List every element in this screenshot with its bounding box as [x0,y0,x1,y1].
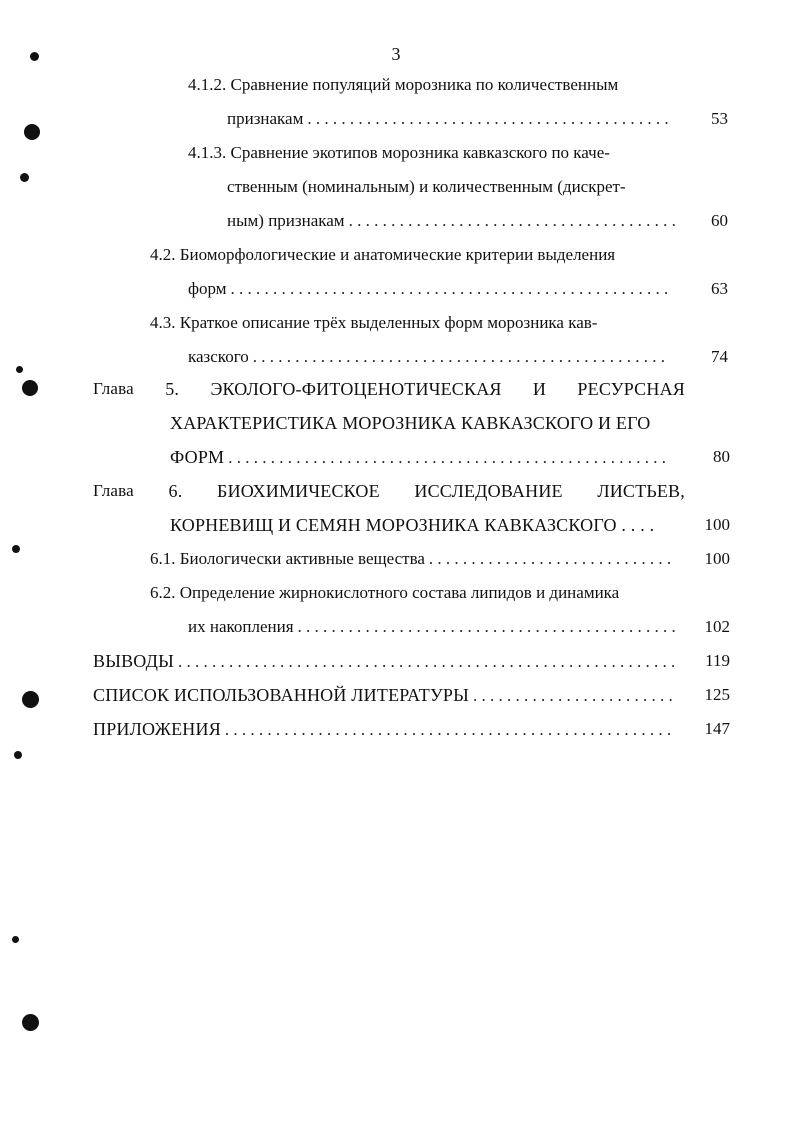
punch-hole-mark [16,366,23,373]
toc-entry-6-2-line1: 6.2. Определение жирнокислотного состава липидов и динамика [150,583,620,602]
toc-entry-text: 6.1. Биологически активные вещества [150,549,425,568]
toc-chapter-5-line2: ХАРАКТЕРИСТИКА МОРОЗНИКА КАВКАЗСКОГО И ЕГО [170,413,651,433]
toc-page-number: 119 [705,651,730,670]
chapter-title-word: БИОХИМИЧЕСКОЕ [217,481,380,501]
chapter-title-word: РЕСУРСНАЯ [577,379,685,399]
dot-leader [429,548,676,570]
chapter-label: Глава [93,379,134,398]
toc-entry-text: ФОРМ [170,447,225,467]
toc-chapter-5-line1 [93,378,685,400]
chapter-label: Глава [93,481,134,500]
punch-hole-mark [20,173,29,182]
punch-hole-mark [22,380,38,396]
toc-chapter-6-line2: КОРНЕВИЩ И СЕМЯН МОРОЗНИКА КАВКАЗСКОГО . . . . [170,515,655,535]
dot-leader [307,108,670,130]
toc-entry-text: ПРИЛОЖЕНИЯ [93,719,221,739]
toc-entry-text: СПИСОК ИСПОЛЬЗОВАННОЙ ЛИТЕРАТУРЫ [93,685,470,705]
chapter-title-word: ЭКОЛОГО-ФИТОЦЕНОТИЧЕСКАЯ [210,379,502,399]
toc-page-number: 100 [704,515,730,534]
dot-leader [228,447,670,469]
toc-entry-text: ным) признакам [227,211,345,230]
toc-chapter-5-line3 [170,446,674,469]
toc-entry-4-3-line1: 4.3. Краткое описание трёх выделенных форм морозника кав- [150,313,598,332]
dot-leader [231,278,670,300]
toc-entry-4-1-3-line2: ственным (номинальным) и количественным (дискрет- [227,177,626,196]
toc-page-number: 80 [713,447,730,466]
punch-hole-mark [12,545,20,553]
toc-entry-4-3-line2 [188,346,674,368]
chapter-title-word: И [532,379,547,399]
toc-entry-text: ВЫВОДЫ [93,651,174,671]
toc-page-number: 74 [711,347,728,366]
dot-leader [178,651,676,673]
dot-leader [253,346,670,368]
toc-entry-4-2-line2 [188,278,674,300]
dot-leader [349,210,680,232]
toc-entry-4-1-2-line2 [227,108,674,130]
punch-hole-mark [22,691,39,708]
toc-entry-4-1-3-line1: 4.1.3. Сравнение экотипов морозника кавказского по каче- [188,143,610,162]
toc-entry-6-2-line2 [188,616,680,638]
punch-hole-mark [24,124,40,140]
chapter-title-word: ИССЛЕДОВАНИЕ [414,481,563,501]
punch-hole-mark [12,936,19,943]
toc-appendices [93,718,680,741]
chapter-number: 6. [168,481,183,501]
toc-conclusions [93,650,680,673]
toc-references [93,684,680,707]
punch-hole-mark [22,1014,39,1031]
toc-page-number: 102 [704,617,730,636]
chapter-title-word: ЛИСТЬЕВ, [597,481,685,501]
toc-entry-text: форм [188,279,227,298]
dot-leader [473,685,676,707]
toc-entry-6-1 [150,548,680,570]
toc-page-number: 100 [704,549,730,568]
toc-entry-4-2-line1: 4.2. Биоморфологические и анатомические критерии выделения [150,245,616,264]
chapter-number: 5. [165,379,180,399]
toc-page-number: 53 [711,109,728,128]
toc-entry-text: казского [188,347,249,366]
toc-entry-text: признакам [227,109,304,128]
dot-leader [298,616,676,638]
page-number: 3 [391,44,401,64]
toc-page-number: 60 [711,211,728,230]
toc-page-number: 125 [704,685,730,704]
toc-chapter-6-line1 [93,480,685,502]
toc-entry-4-1-3-line3 [227,210,684,232]
dot-leader [225,719,676,741]
toc-page-number: 147 [704,719,730,738]
toc-entry-4-1-2-line1: 4.1.2. Сравнение популяций морозника по количественным [188,75,619,94]
toc-entry-text: их накопления [188,617,294,636]
punch-hole-mark [14,751,22,759]
toc-page-number: 63 [711,279,728,298]
